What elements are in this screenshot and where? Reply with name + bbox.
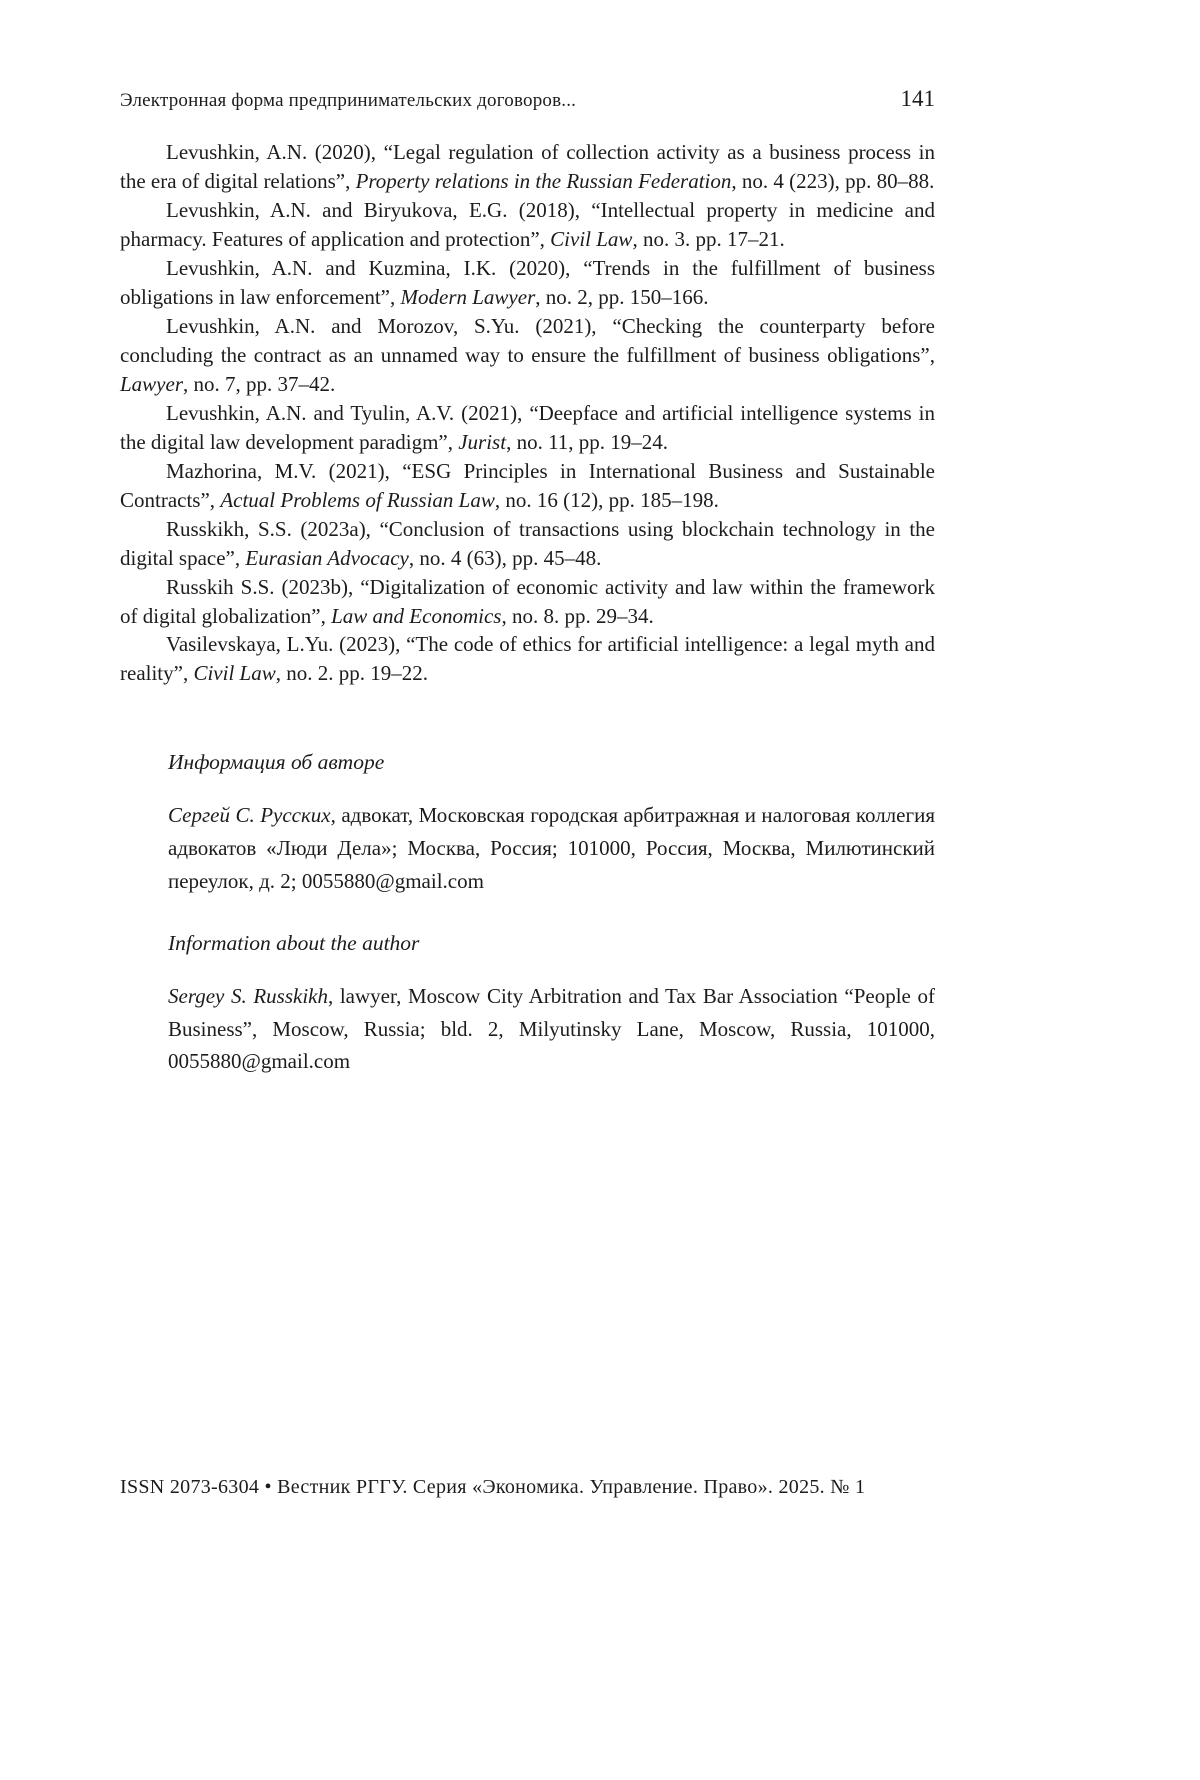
reference-item: Mazhorina, M.V. (2021), “ESG Principles in International Business and Sustainable Contracts”, Actual Problems of Russian Law, no. 16 (12), pp. 185–198. <box>120 458 935 512</box>
reference-item: Levushkin, A.N. (2020), “Legal regulation of collection activity as a business process in the era of digital relations”, Property relations in the Russian Federation, no. 4 (223), pp. 80–88. <box>120 140 935 193</box>
page-number: 141 <box>900 86 935 111</box>
reference-item: Vasilevskaya, L.Yu. (2023), “The code of ethics for artificial intelligence: a legal myth and reality”, Civil Law, no. 2. pp. 19–22. <box>120 632 935 686</box>
reference-item: Russkikh, S.S. (2023a), “Conclusion of transactions using blockchain technology in the digital space”, Eurasian Advocacy, no. 4 (63), pp. 45–48. <box>120 516 935 570</box>
reference-item: Levushkin, A.N. and Morozov, S.Yu. (2021), “Checking the counterparty before concluding the contract as an unnamed way to ensure the fulfillment of business obligations”, Lawyer, no. 7, pp. 37–42. <box>120 313 935 396</box>
running-title: Электронная форма предпринимательских договоров... <box>120 90 577 111</box>
page-header <box>120 86 935 112</box>
section-heading-en: Information about the author <box>168 931 420 956</box>
author-info-section-ru <box>168 750 935 897</box>
author-info-section-en <box>168 931 935 1078</box>
author-paragraph-en: Sergey S. Russkikh, lawyer, Moscow City Arbitration and Tax Bar Association “People of Business”, Moscow, Russia; bld. 2, Milyutinsky Lane, Moscow, Russia, 101000, 0055880@gmail.com <box>168 984 935 1074</box>
reference-item: Levushkin, A.N. and Kuzmina, I.K. (2020), “Trends in the fulfillment of business obligations in law enforcement”, Modern Lawyer, no. 2, pp. 150–166. <box>120 255 935 309</box>
reference-item: Russkih S.S. (2023b), “Digitalization of economic activity and law within the framework of digital globalization”, Law and Economics, no. 8. pp. 29–34. <box>120 574 935 628</box>
reference-item: Levushkin, A.N. and Tyulin, A.V. (2021), “Deepface and artificial intelligence systems in the digital law development paradigm”, Jurist, no. 11, pp. 19–24. <box>120 400 935 454</box>
references-list <box>120 138 935 688</box>
author-paragraph-ru: Сергей С. Русских, адвокат, Московская городская арбитражная и налоговая коллегия адвокатов «Люди Дела»; Москва, Россия; 101000, Россия, Москва, Милютинский переулок, д. 2; 0055880@gmail.com <box>168 803 935 893</box>
page-footer: ISSN 2073-6304 • Вестник РГГУ. Серия «Экономика. Управление. Право». 2025. № 1 <box>120 1476 866 1498</box>
reference-item: Levushkin, A.N. and Biryukova, E.G. (2018), “Intellectual property in medicine and pharmacy. Features of application and protection”, Civil Law, no. 3. pp. 17–21. <box>120 197 935 251</box>
page-content <box>120 86 935 1078</box>
section-heading-ru: Информация об авторе <box>168 750 385 775</box>
